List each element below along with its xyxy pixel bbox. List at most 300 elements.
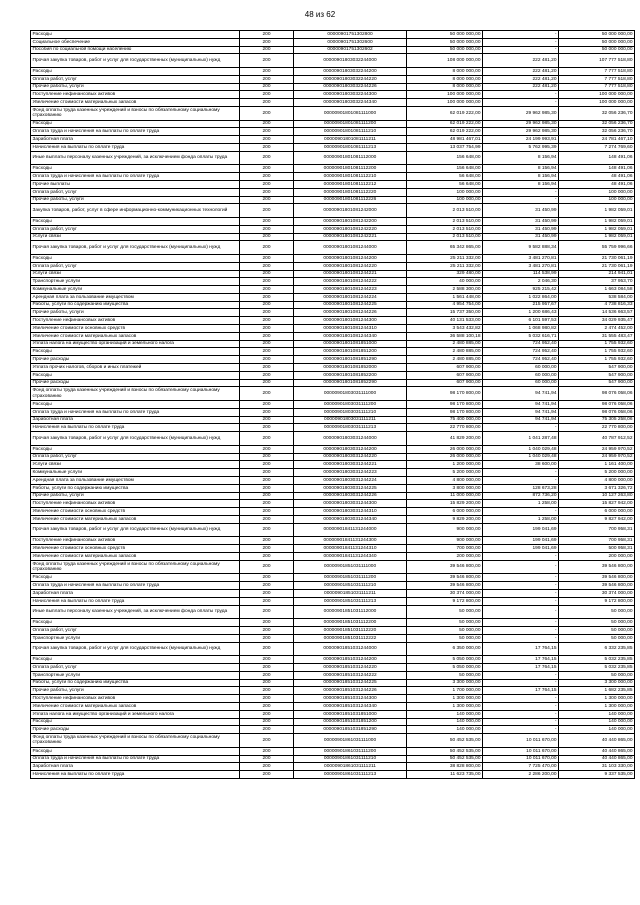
row-planned-cell: 50 000,00 (407, 605, 483, 619)
row-code-cell: 200 (240, 626, 294, 634)
row-kbk-cell: 00000901851031244225 (294, 679, 407, 687)
row-kbk-cell: 00000901803031111210 (294, 408, 407, 416)
row-executed-cell: 8 156,94 (483, 173, 559, 181)
row-kbk-cell: 00000901803032244340 (294, 99, 407, 107)
row-executed-cell: 222 481,20 (483, 83, 559, 91)
row-name-cell: Поступление нефинансовых активов (31, 500, 240, 508)
row-name-cell: Оплата труда и начисления на выплаты по оплате труда (31, 408, 240, 416)
row-planned-cell: 36 588 100,18 (407, 332, 483, 340)
row-planned-cell: 40 131 533,00 (407, 317, 483, 325)
row-remaining-cell: 214 941,01 (559, 270, 635, 278)
row-kbk-cell: 00000901851031111213 (294, 597, 407, 605)
row-remaining-cell: 21 730 061,19 (559, 254, 635, 262)
row-planned-cell: 9 172 800,00 (407, 597, 483, 605)
row-planned-cell: 6 000 000,00 (407, 508, 483, 516)
row-code-cell: 200 (240, 589, 294, 597)
row-remaining-cell: 140 000,00 (559, 710, 635, 718)
row-remaining-cell: 6 000 000,00 (559, 508, 635, 516)
row-remaining-cell: 4 738 816,33 (559, 301, 635, 309)
table-row (31, 120, 635, 128)
row-name-cell: Прочие расходы (31, 726, 240, 734)
row-kbk-cell: 00000901801081111210 (294, 128, 407, 136)
row-code-cell: 200 (240, 763, 294, 771)
table-row (31, 99, 635, 107)
row-executed-cell: - (483, 552, 559, 560)
table-row (31, 432, 635, 446)
row-code-cell: 200 (240, 143, 294, 151)
row-name-cell: Оплата работ, услуг (31, 453, 240, 461)
table-row (31, 574, 635, 582)
row-kbk-cell: 00000901801081851200 (294, 348, 407, 356)
row-remaining-cell: 50 000,00 (559, 671, 635, 679)
row-kbk-cell: 00000901801081242200 (294, 217, 407, 225)
table-row (31, 453, 635, 461)
row-code-cell: 200 (240, 325, 294, 333)
row-executed-cell: 94 741,94 (483, 387, 559, 401)
row-remaining-cell: 50 000 000,00 (559, 46, 635, 54)
row-planned-cell: 62 019 222,00 (407, 128, 483, 136)
row-name-cell: Оплата работ, услуг (31, 75, 240, 83)
row-planned-cell: 13 037 754,99 (407, 143, 483, 151)
row-executed-cell: 114 538,99 (483, 270, 559, 278)
row-executed-cell: 38 600,00 (483, 461, 559, 469)
table-row (31, 424, 635, 432)
row-code-cell: 200 (240, 364, 294, 372)
row-planned-cell: 9 829 200,00 (407, 516, 483, 524)
row-planned-cell: 5 050 000,00 (407, 656, 483, 664)
table-row (31, 128, 635, 136)
row-remaining-cell: 2 474 452,00 (559, 325, 635, 333)
row-planned-cell: 1 700 000,00 (407, 687, 483, 695)
row-executed-cell: - (483, 31, 559, 39)
row-kbk-cell: 00000901851031851000 (294, 710, 407, 718)
row-remaining-cell: 100 000,00 (559, 188, 635, 196)
row-remaining-cell: 7 777 518,80 (559, 67, 635, 75)
row-executed-cell: - (483, 605, 559, 619)
row-kbk-cell: 00000901803032244000 (294, 54, 407, 68)
row-kbk-cell: 00000901801081111000 (294, 106, 407, 120)
row-name-cell: Работы, услуги по содержанию имущества (31, 484, 240, 492)
row-kbk-cell: 00000901801081111211 (294, 136, 407, 144)
table-row (31, 31, 635, 39)
row-code-cell: 200 (240, 453, 294, 461)
table-row (31, 747, 635, 755)
table-row (31, 626, 635, 634)
row-name-cell: Заработная плата (31, 763, 240, 771)
row-remaining-cell: 148 491,06 (559, 151, 635, 165)
table-row (31, 695, 635, 703)
row-code-cell: 200 (240, 67, 294, 75)
row-name-cell: Оплата труда и начисления на выплаты по оплате труда (31, 173, 240, 181)
row-planned-cell: 100 000,00 (407, 188, 483, 196)
row-kbk-cell: 00000901803031244221 (294, 461, 407, 469)
row-kbk-cell: 00000901801081244220 (294, 262, 407, 270)
row-executed-cell: 1 200 686,43 (483, 309, 559, 317)
row-name-cell: Закупка товаров, работ, услуг в сфере информационно-коммуникационных технологий (31, 204, 240, 218)
row-remaining-cell: 50 000 000,00 (559, 31, 635, 39)
row-remaining-cell: 140 000,00 (559, 726, 635, 734)
row-remaining-cell: 39 546 800,00 (559, 582, 635, 590)
row-planned-cell: 50 000,00 (407, 634, 483, 642)
table-row (31, 309, 635, 317)
row-planned-cell: 1 200 000,00 (407, 461, 483, 469)
row-code-cell: 200 (240, 387, 294, 401)
row-executed-cell: - (483, 508, 559, 516)
row-name-cell: Оплата работ, услуг (31, 626, 240, 634)
row-name-cell: Транспортные услуги (31, 278, 240, 286)
row-name-cell: Иные выплаты персоналу казенных учреждений, за исключением фонда оплаты труда (31, 151, 240, 165)
row-remaining-cell: 547 900,00 (559, 379, 635, 387)
row-code-cell: 200 (240, 301, 294, 309)
row-kbk-cell: 00000901803031244300 (294, 500, 407, 508)
row-planned-cell: 2 480 885,00 (407, 348, 483, 356)
row-executed-cell: 222 481,20 (483, 54, 559, 68)
row-name-cell: Оплата работ, услуг (31, 262, 240, 270)
row-name-cell: Фонд оплаты труда казенных учреждений и взносы по обязательному социальному страхованию (31, 560, 240, 574)
row-kbk-cell: 00000901803032244226 (294, 83, 407, 91)
row-remaining-cell: 39 546 800,00 (559, 560, 635, 574)
row-remaining-cell: 48 491,06 (559, 173, 635, 181)
row-executed-cell: 2 046,30 (483, 278, 559, 286)
row-kbk-cell: 00000901801081244226 (294, 309, 407, 317)
row-remaining-cell: 1 663 084,58 (559, 286, 635, 294)
row-executed-cell: 8 156,94 (483, 165, 559, 173)
row-remaining-cell: 40 440 865,00 (559, 747, 635, 755)
row-code-cell: 200 (240, 204, 294, 218)
row-code-cell: 200 (240, 718, 294, 726)
row-code-cell: 200 (240, 516, 294, 524)
row-remaining-cell: 24 959 970,52 (559, 445, 635, 453)
row-planned-cell: 100 000,00 (407, 196, 483, 204)
row-name-cell: Увеличение стоимости основных средств (31, 545, 240, 553)
row-name-cell: Транспортные услуги (31, 634, 240, 642)
row-executed-cell: 9 582 888,34 (483, 241, 559, 255)
row-remaining-cell: 32 056 236,70 (559, 120, 635, 128)
row-kbk-cell: 00000901841131244340 (294, 552, 407, 560)
row-executed-cell: 7 725 470,00 (483, 763, 559, 771)
row-remaining-cell: 34 029 935,47 (559, 317, 635, 325)
row-name-cell: Оплата работ, услуг (31, 188, 240, 196)
row-name-cell: Оплата труда и начисления на выплаты по оплате труда (31, 755, 240, 763)
table-row (31, 702, 635, 710)
table-row (31, 173, 635, 181)
row-remaining-cell: 10 127 263,80 (559, 492, 635, 500)
row-planned-cell: 6 350 000,00 (407, 642, 483, 656)
row-executed-cell: 872 736,20 (483, 492, 559, 500)
table-row (31, 233, 635, 241)
row-executed-cell: 222 481,20 (483, 67, 559, 75)
row-kbk-cell: 00000901801081242000 (294, 204, 407, 218)
row-executed-cell: 724 952,40 (483, 356, 559, 364)
row-kbk-cell: 00000901861031111210 (294, 755, 407, 763)
row-kbk-cell: 00000901803031244224 (294, 477, 407, 485)
row-name-cell: Расходы (31, 656, 240, 664)
row-planned-cell: 156 648,00 (407, 165, 483, 173)
row-code-cell: 200 (240, 424, 294, 432)
row-remaining-cell: 6 332 235,85 (559, 642, 635, 656)
row-kbk-cell: 00000901851031244340 (294, 702, 407, 710)
row-remaining-cell: 21 730 061,19 (559, 262, 635, 270)
row-executed-cell: - (483, 702, 559, 710)
table-row (31, 605, 635, 619)
table-row (31, 286, 635, 294)
row-executed-cell: 31 450,99 (483, 225, 559, 233)
row-remaining-cell: 31 103 330,00 (559, 763, 635, 771)
row-planned-cell: 100 000 000,00 (407, 91, 483, 99)
table-row (31, 204, 635, 218)
row-code-cell: 200 (240, 771, 294, 779)
page-number: 48 из 62 (304, 10, 336, 19)
row-executed-cell: 2 286 200,00 (483, 771, 559, 779)
row-kbk-cell: 00000901861031111000 (294, 734, 407, 748)
table-row (31, 687, 635, 695)
row-code-cell: 200 (240, 38, 294, 46)
row-name-cell: Расходы (31, 371, 240, 379)
row-executed-cell: 128 673,28 (483, 484, 559, 492)
row-kbk-cell: 00000901801081852290 (294, 379, 407, 387)
row-code-cell: 200 (240, 165, 294, 173)
row-kbk-cell: 00000901851031244220 (294, 663, 407, 671)
row-name-cell: Увеличение стоимости материальных запасов (31, 552, 240, 560)
row-kbk-cell: 00000901801081244200 (294, 254, 407, 262)
row-planned-cell: 50 000 000,00 (407, 31, 483, 39)
row-kbk-cell: 00000901801081111213 (294, 143, 407, 151)
row-name-cell: Услуги связи (31, 270, 240, 278)
row-planned-cell: 8 000 000,00 (407, 83, 483, 91)
row-code-cell: 200 (240, 188, 294, 196)
table-row (31, 619, 635, 627)
row-planned-cell: 100 000 000,00 (407, 99, 483, 107)
row-executed-cell: 3 481 270,81 (483, 262, 559, 270)
table-row (31, 508, 635, 516)
row-planned-cell: 26 000 000,00 (407, 445, 483, 453)
row-code-cell: 200 (240, 356, 294, 364)
row-name-cell: Расходы (31, 747, 240, 755)
row-remaining-cell: 14 536 663,57 (559, 309, 635, 317)
table-row (31, 642, 635, 656)
row-executed-cell: 17 764,15 (483, 663, 559, 671)
row-executed-cell: - (483, 726, 559, 734)
table-row (31, 710, 635, 718)
table-row (31, 83, 635, 91)
table-row (31, 379, 635, 387)
row-planned-cell: 25 211 332,00 (407, 262, 483, 270)
row-name-cell: Оплата труда и начисления на выплаты по оплате труда (31, 128, 240, 136)
row-planned-cell: 108 000 000,00 (407, 54, 483, 68)
row-remaining-cell: 1 755 932,60 (559, 340, 635, 348)
row-code-cell: 200 (240, 537, 294, 545)
table-row (31, 106, 635, 120)
row-code-cell: 200 (240, 270, 294, 278)
table-row (31, 469, 635, 477)
row-name-cell: Прочая закупка товаров, работ и услуг для государственных (муниципальных) нужд (31, 54, 240, 68)
row-name-cell: Расходы (31, 67, 240, 75)
row-code-cell: 200 (240, 687, 294, 695)
row-name-cell: Арендная плата за пользование имуществом (31, 293, 240, 301)
row-kbk-cell: 00000901801081112220 (294, 188, 407, 196)
row-code-cell: 200 (240, 523, 294, 537)
row-remaining-cell: 5 200 000,00 (559, 469, 635, 477)
row-remaining-cell: 50 000,00 (559, 626, 635, 634)
row-planned-cell: 3 800 000,00 (407, 484, 483, 492)
row-planned-cell: 140 000,00 (407, 710, 483, 718)
row-planned-cell: 39 546 800,00 (407, 574, 483, 582)
row-executed-cell: - (483, 679, 559, 687)
table-row (31, 755, 635, 763)
row-kbk-cell: 00000901751302602 (294, 46, 407, 54)
row-planned-cell: 140 000,00 (407, 718, 483, 726)
row-planned-cell: 140 000,00 (407, 726, 483, 734)
table-row (31, 656, 635, 664)
row-kbk-cell: 00000901851031111200 (294, 574, 407, 582)
table-row (31, 151, 635, 165)
row-executed-cell: 10 011 670,00 (483, 755, 559, 763)
row-planned-cell: 56 648,00 (407, 180, 483, 188)
row-executed-cell: 3 481 270,81 (483, 254, 559, 262)
row-name-cell: Прочие работы, услуги (31, 492, 240, 500)
row-kbk-cell: 00000901801081111200 (294, 120, 407, 128)
row-code-cell: 200 (240, 634, 294, 642)
row-kbk-cell: 00000901803031244220 (294, 453, 407, 461)
row-remaining-cell: 100 000,00 (559, 196, 635, 204)
row-remaining-cell: 40 440 865,00 (559, 755, 635, 763)
row-kbk-cell: 00000901851031244226 (294, 687, 407, 695)
table-row (31, 364, 635, 372)
row-executed-cell: 17 764,15 (483, 642, 559, 656)
table-row (31, 67, 635, 75)
row-remaining-cell: 1 755 932,60 (559, 356, 635, 364)
table-row (31, 718, 635, 726)
row-planned-cell: 156 648,00 (407, 151, 483, 165)
table-row (31, 500, 635, 508)
row-code-cell: 200 (240, 432, 294, 446)
row-executed-cell: - (483, 718, 559, 726)
row-kbk-cell: 00000901801081242221 (294, 233, 407, 241)
row-planned-cell: 607 900,00 (407, 364, 483, 372)
table-row (31, 492, 635, 500)
row-code-cell: 200 (240, 416, 294, 424)
row-remaining-cell: 200 000,00 (559, 552, 635, 560)
row-code-cell: 200 (240, 91, 294, 99)
row-executed-cell: 60 000,00 (483, 364, 559, 372)
table-row (31, 165, 635, 173)
row-remaining-cell: 98 076 058,06 (559, 408, 635, 416)
row-planned-cell: 8 000 000,00 (407, 67, 483, 75)
row-name-cell: Прочие работы, услуги (31, 309, 240, 317)
row-name-cell: Расходы (31, 574, 240, 582)
table-row (31, 180, 635, 188)
row-kbk-cell: 00000901803032244200 (294, 67, 407, 75)
row-planned-cell: 2 013 510,00 (407, 204, 483, 218)
row-planned-cell: 39 546 800,00 (407, 582, 483, 590)
row-planned-cell: 56 648,00 (407, 173, 483, 181)
row-code-cell: 200 (240, 128, 294, 136)
row-remaining-cell: 50 000,00 (559, 605, 635, 619)
row-kbk-cell: 00000901751302600 (294, 38, 407, 46)
row-remaining-cell: 32 056 236,70 (559, 106, 635, 120)
row-name-cell: Работы, услуги по содержанию имущества (31, 679, 240, 687)
row-planned-cell: 98 170 800,00 (407, 387, 483, 401)
row-executed-cell: 199 041,69 (483, 545, 559, 553)
row-name-cell: Уплата налога на имущество организаций и земельного налога (31, 710, 240, 718)
row-kbk-cell: 00000901851031111000 (294, 560, 407, 574)
row-kbk-cell: 00000901851031244200 (294, 656, 407, 664)
row-planned-cell: 2 480 885,00 (407, 356, 483, 364)
row-name-cell: Оплата работ, услуг (31, 225, 240, 233)
row-name-cell: Работы, услуги по содержанию имущества (31, 301, 240, 309)
row-kbk-cell: 00000901803031244310 (294, 508, 407, 516)
table-row (31, 371, 635, 379)
row-kbk-cell: 00000901801081242220 (294, 225, 407, 233)
row-code-cell: 200 (240, 317, 294, 325)
row-planned-cell: 2 480 885,00 (407, 340, 483, 348)
table-row (31, 387, 635, 401)
row-code-cell: 200 (240, 679, 294, 687)
row-name-cell: Услуги связи (31, 461, 240, 469)
row-code-cell: 200 (240, 278, 294, 286)
row-name-cell: Прочие работы, услуги (31, 687, 240, 695)
row-kbk-cell: 00000901851031112220 (294, 626, 407, 634)
row-kbk-cell: 00000901851031851290 (294, 726, 407, 734)
row-planned-cell: 50 000,00 (407, 671, 483, 679)
row-kbk-cell: 00000901803032244220 (294, 75, 407, 83)
row-name-cell: Поступление нефинансовых активов (31, 317, 240, 325)
row-executed-cell: - (483, 477, 559, 485)
row-kbk-cell: 00000901801081851000 (294, 340, 407, 348)
row-name-cell: Оплата работ, услуг (31, 663, 240, 671)
budget-execution-table (30, 30, 633, 779)
row-name-cell: Коммунальные услуги (31, 286, 240, 294)
row-name-cell: Прочая закупка товаров, работ и услуг для государственных (муниципальных) нужд (31, 642, 240, 656)
row-code-cell: 200 (240, 225, 294, 233)
row-name-cell: Транспортные услуги (31, 671, 240, 679)
row-code-cell: 200 (240, 477, 294, 485)
table-row (31, 254, 635, 262)
row-planned-cell: 2 013 510,00 (407, 225, 483, 233)
row-remaining-cell: 7 274 769,60 (559, 143, 635, 151)
row-kbk-cell: 00000901801081244310 (294, 325, 407, 333)
row-name-cell: Расходы (31, 165, 240, 173)
row-name-cell: Расходы (31, 619, 240, 627)
row-kbk-cell: 00000901751302800 (294, 31, 407, 39)
row-kbk-cell: 00000901803031244226 (294, 492, 407, 500)
table-row (31, 484, 635, 492)
row-name-cell: Социальное обеспечение (31, 38, 240, 46)
row-code-cell: 200 (240, 254, 294, 262)
row-executed-cell: - (483, 99, 559, 107)
row-planned-cell: 11 000 000,00 (407, 492, 483, 500)
row-remaining-cell: 547 900,00 (559, 364, 635, 372)
row-executed-cell: - (483, 597, 559, 605)
row-code-cell: 200 (240, 106, 294, 120)
row-executed-cell: 1 041 287,48 (483, 432, 559, 446)
row-executed-cell: 31 450,99 (483, 217, 559, 225)
row-planned-cell: 25 211 332,00 (407, 254, 483, 262)
row-name-cell: Прочие расходы (31, 379, 240, 387)
table-row (31, 771, 635, 779)
row-remaining-cell: 5 032 235,85 (559, 656, 635, 664)
row-remaining-cell: 1 300 000,00 (559, 702, 635, 710)
row-code-cell: 200 (240, 552, 294, 560)
row-executed-cell: 1 068 980,82 (483, 325, 559, 333)
row-executed-cell: - (483, 671, 559, 679)
row-kbk-cell: 00000901801081244221 (294, 270, 407, 278)
row-executed-cell: 1 040 029,48 (483, 453, 559, 461)
row-planned-cell: 65 342 865,00 (407, 241, 483, 255)
row-remaining-cell: 98 076 058,06 (559, 401, 635, 409)
table-row (31, 763, 635, 771)
row-remaining-cell: 55 759 996,66 (559, 241, 635, 255)
